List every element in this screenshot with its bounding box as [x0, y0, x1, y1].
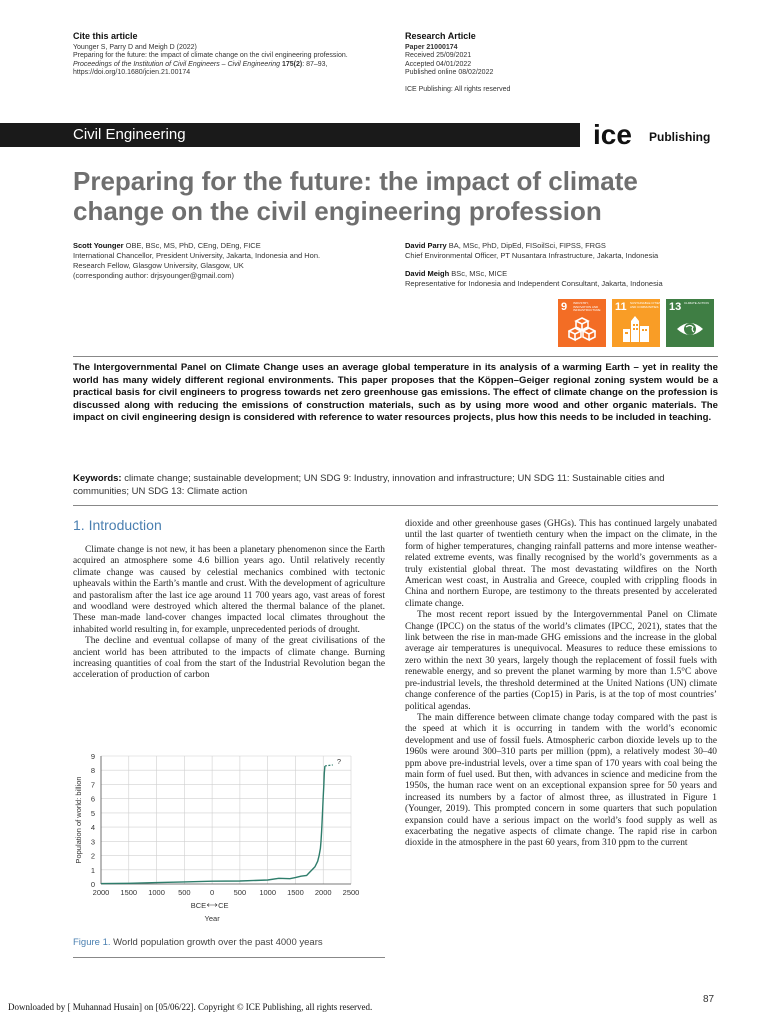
x-era-label-ce: CE — [218, 901, 229, 910]
keywords-label: Keywords: — [73, 473, 122, 484]
author-block-meigh — [405, 269, 735, 289]
author-quals: BSc, MSc, MICE — [449, 269, 508, 278]
chart-annotation: ? — [336, 756, 342, 766]
body-paragraph: The most recent report issued by the Intergovernmental Panel on Climate Change (IPCC) on the status of the world’s climates (IPCC, 2021), states that the link between the rise in man-made GHG emissions and the increase in the global average air temperatures is unequivocal. Measures to reduce these emissions to zero within the next 30 years, largely though the replacement of fossil fuels with renewable energy, and so prevent the planet warming by more than 1.5°C above pre-industrial levels, the threshold determined at the United Nations (UN) climate change conference of the parties (Cop15) in Paris, is at the top of most countries’ political agendas. — [405, 610, 717, 712]
accepted-date: Accepted 04/01/2022 — [405, 60, 472, 68]
figure-caption — [73, 937, 385, 948]
cite-heading: Cite this article — [73, 31, 138, 41]
body-paragraph: The decline and eventual collapse of many of the great civilisations of the ancient world has been attributed to the impacts of climate change. Burning increasing quantities of coal from the start of the Industrial Revolution began the acceleration of production of carbon — [73, 636, 385, 681]
keywords-text: climate change; sustainable development; UN SDG 9: Industry, innovation and infrastructure; UN SDG 11: Sustainable cities and communities; UN SDG 13: Climate action — [73, 473, 665, 497]
author-affiliation: International Chancellor, President University, Jakarta, Indonesia and Hon. — [73, 251, 321, 260]
author-quals: OBE, BSc, MS, PhD, CEng, DEng, FICE — [123, 241, 261, 250]
x-tick-label: 1000 — [259, 888, 277, 897]
divider — [73, 505, 718, 506]
cite-authors: Younger S, Parry D and Meigh D (2022) — [73, 43, 197, 51]
download-footer: Downloaded by [ Muhannad Husain] on [05/06/22]. Copyright © ICE Publishing, all rights reserved. — [8, 1002, 373, 1012]
sdg-number: 11 — [615, 301, 627, 313]
x-tick-label: 500 — [233, 888, 247, 897]
x-tick-label: 0 — [210, 888, 215, 897]
series-projection — [325, 765, 333, 766]
cite-journal: Proceedings of the Institution of Civil Engineers – Civil Engineering 175(2): 87–93, — [73, 60, 328, 68]
author-name: Scott Younger — [73, 241, 124, 250]
author-affiliation: Representative for Indonesia and Independent Consultant, Jakarta, Indonesia — [405, 279, 663, 288]
sdg-label: CLIMATE ACTION — [684, 301, 709, 305]
article-info-block — [405, 32, 645, 95]
y-axis-label: Population of world: billion — [74, 776, 83, 864]
author-contact: (corresponding author: drjsyounger@gmail.com) — [73, 271, 235, 280]
body-paragraph: dioxide and other greenhouse gases (GHGs). This has continued largely unabated until the last quarter of twentieth century when the impact on the climate, in the form of higher temperatures, changing rainfall patterns and more intense weather-related extreme events, was finally recognised by the world’s governments as a truly existential global threat. The most devastating wildfires on the North American west coast, in Australia and Greece, coupled with crippling floods in China and northern Europe, are testimony to the threats presented by accelerated climate change. — [405, 519, 717, 609]
y-tick-label: 7 — [90, 780, 95, 790]
paper-number: Paper 21000174 — [405, 43, 458, 51]
y-tick-label: 6 — [90, 794, 95, 804]
body-column-left — [73, 545, 385, 682]
ice-publishing-logo — [593, 119, 723, 150]
author-block-younger — [73, 241, 393, 281]
logo-ice-text: ice — [593, 119, 632, 150]
figure-1 — [73, 748, 385, 938]
rights-statement: ICE Publishing: All rights reserved — [405, 85, 511, 93]
y-tick-label: 4 — [90, 823, 95, 833]
body-column-right — [405, 519, 717, 850]
citation-block — [73, 32, 393, 78]
cite-doi-link[interactable]: https://doi.org/10.1680/jcien.21.00174 — [73, 69, 191, 77]
author-name: David Parry — [405, 241, 447, 250]
author-block-parry — [405, 241, 735, 261]
figure-caption-text: World population growth over the past 4000 years — [110, 937, 323, 948]
sdg-9-tile — [558, 299, 606, 347]
divider — [73, 957, 385, 958]
author-affiliation: Chief Environmental Officer, PT Nusantara Infrastructure, Jakarta, Indonesia — [405, 251, 659, 260]
x-tick-label: 2000 — [314, 888, 332, 897]
author-name: David Meigh — [405, 269, 450, 278]
sdg-13-tile — [666, 299, 714, 347]
page-number: 87 — [703, 994, 715, 1005]
x-tick-label: 2000 — [92, 888, 110, 897]
y-tick-label: 8 — [90, 766, 95, 776]
y-tick-label: 5 — [90, 808, 95, 818]
sdg-number: 13 — [669, 301, 682, 313]
y-tick-label: 3 — [90, 837, 95, 847]
logo-publishing-text: Publishing — [649, 130, 711, 144]
era-arrow-icon — [207, 904, 217, 907]
received-date: Received 25/09/2021 — [405, 52, 472, 60]
keywords — [73, 473, 718, 498]
author-affiliation: Research Fellow, Glasgow University, Glasgow, UK — [73, 261, 244, 270]
sdg-label: INDUSTRY, INNOVATION AND INFRASTRUCTURE — [573, 301, 601, 312]
sdg-label: SUSTAINABLE CITIES AND COMMUNITIES — [630, 301, 661, 309]
section-heading: 1. Introduction — [73, 517, 162, 533]
published-date: Published online 08/02/2022 — [405, 69, 494, 77]
sdg-number: 9 — [561, 301, 568, 313]
article-title: Preparing for the future: the impact of climate change on the civil engineering profession — [73, 166, 638, 226]
city-icon — [622, 315, 650, 343]
cite-title: Preparing for the future: the impact of climate change on the civil engineering profession. — [73, 52, 348, 60]
x-tick-label: 1000 — [148, 888, 165, 897]
author-quals: BA, MSc, PhD, DipEd, FISoilSci, FIPSS, FRGS — [446, 241, 606, 250]
x-tick-label: 1500 — [120, 888, 138, 897]
abstract: The Intergovernmental Panel on Climate Change uses an average global temperature in its analysis of a warming Earth – yet in reality the world has many widely different regional environments. This paper proposes that the Köppen–Geiger regional zoning system would be a practical basis for civil engineers to progress towards net zero greenhouse gas emissions. The effect of climate change on the profession is discussed along with reducing the emissions of construction materials, such as by using more wood and other organic materials. The impact on civil engineering design is considered with reference to water resources projects, plus how this needs to be included in teaching. — [73, 362, 718, 424]
y-tick-label: 0 — [90, 880, 95, 889]
x-tick-label: 500 — [178, 888, 191, 897]
body-paragraph: Climate change is not new, it has been a planetary phenomenon since the Earth acquired an atmosphere some 4.6 billion years ago. Until relatively recently climate change was caused by celestial mechanics combined with tectonic upheavals within the Earth’s mantle and crust. With the development of agriculture and pastoralism after the last ice age around 11 700 years ago, vast areas of forest and woodland were destroyed which altered the thermal balance of the planet. These man-made land-cover changes impacted local climates throughout the inhabited world resulting in, for example, unprecedented periods of drought. — [73, 545, 385, 635]
figure-label: Figure 1. — [73, 937, 111, 948]
divider — [73, 356, 718, 357]
y-tick-label: 9 — [90, 752, 95, 761]
series-line — [101, 766, 325, 884]
eye-globe-icon — [676, 315, 704, 343]
sdg-11-tile — [612, 299, 660, 347]
y-tick-label: 2 — [90, 851, 95, 861]
x-tick-label: 1500 — [287, 888, 304, 897]
journal-name: Civil Engineering — [73, 126, 186, 143]
y-tick-label: 1 — [90, 865, 95, 875]
x-era-label-bce: BCE — [190, 901, 207, 910]
population-chart — [73, 748, 385, 936]
article-type: Research Article — [405, 31, 476, 41]
cubes-icon — [568, 315, 596, 343]
body-paragraph: The main difference between climate change today compared with the past is the speed at which it is occurring in tandem with the world’s economic development and use of fossil fuels. Atmospheric carbon dioxide levels up to the 1960s were around 300–310 parts per million (ppm), a relatively modest 30–40 ppm above pre-industrial levels, over a time span of 170 years with coal being the main form of fuel used. But then, with advances in science and medicine from the 1950s, the human race went on an exceptional expansion spree for 50 years and increased its numbers by a factor of almost three, as illustrated in Figure 1 (Younger, 2019). This prompted concern in some quarters that such population expansion could have a serious impact on the world’s food supply as well as exacerbating the negative aspects of climate change. The rapid rise in carbon dioxide in the atmosphere in the past 60 years, from 310 ppm to the current — [405, 712, 717, 849]
x-axis-label: Year — [204, 914, 220, 923]
x-tick-label: 2500 — [342, 888, 360, 897]
